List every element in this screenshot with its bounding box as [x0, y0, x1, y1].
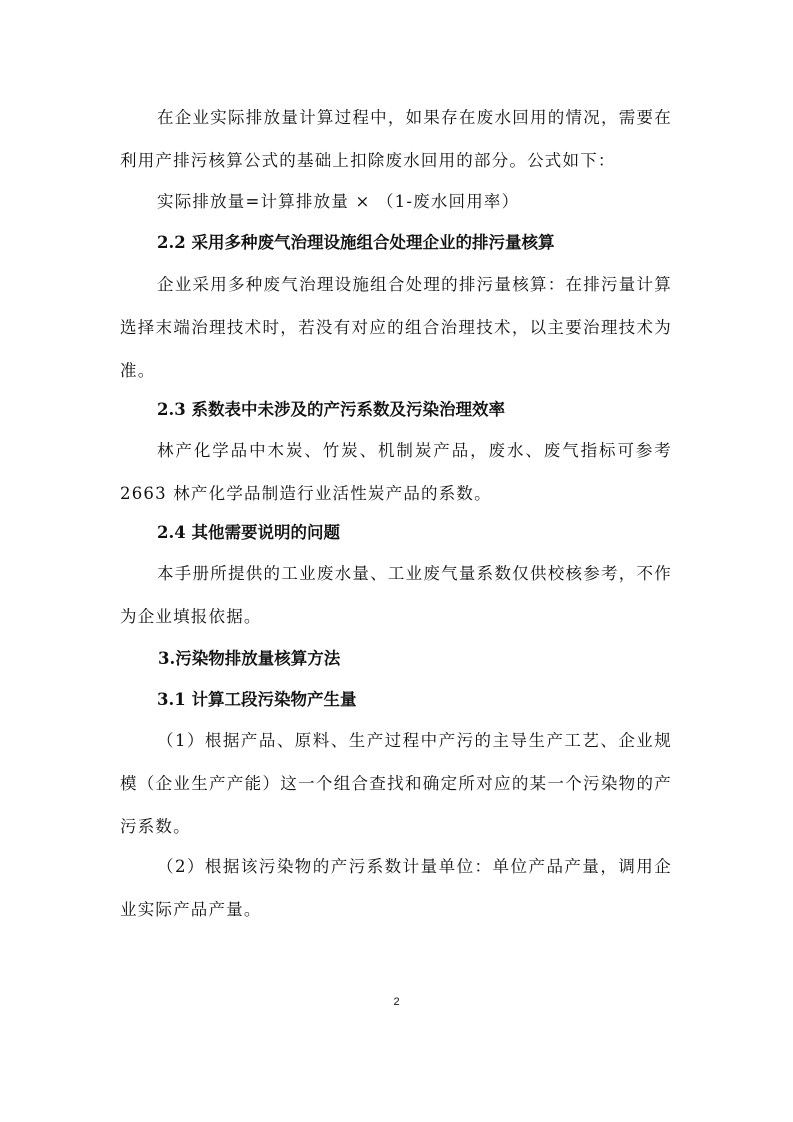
heading-2-3: 2.3 系数表中未涉及的产污系数及污染治理效率: [157, 400, 505, 419]
paragraph-step-1: （1）根据产品、原料、生产过程中产污的主导生产工艺、企业规模（企业生产产能）这一个组合查找和确定所对应的某一个污染物的产污系数。: [120, 731, 672, 836]
heading-3-1: 3.1 计算工段污染物产生量: [157, 690, 357, 709]
paragraph-charcoal-products: 林产化学品中木炭、竹炭、机制炭产品，废水、废气指标可参考 2663 林产化学品制造行业活性炭产品的系数。: [120, 441, 672, 503]
page-number: 2: [393, 996, 400, 1008]
paragraph-combined-treatment: 企业采用多种废气治理设施组合处理的排污量核算：在排污量计算选择末端治理技术时，若没有对应的组合治理技术，以主要治理技术为准。: [120, 275, 672, 380]
paragraph-reference-only: 本手册所提供的工业废水量、工业废气量系数仅供校核参考，不作为企业填报依据。: [120, 564, 672, 626]
heading-2-2: 2.2 采用多种废气治理设施组合处理企业的排污量核算: [157, 233, 555, 252]
heading-3: 3.污染物排放量核算方法: [158, 649, 341, 668]
paragraph-step-2: （2）根据该污染物的产污系数计量单位：单位产品产量，调用企业实际产品产量。: [120, 857, 672, 919]
heading-2-4: 2.4 其他需要说明的问题: [157, 523, 340, 542]
formula-line: 实际排放量=计算排放量 × （1-废水回用率）: [157, 192, 520, 211]
paragraph-wastewater-reuse: 在企业实际排放量计算过程中，如果存在废水回用的情况，需要在利用产排污核算公式的基础上扣除废水回用的部分。公式如下：: [120, 108, 672, 170]
